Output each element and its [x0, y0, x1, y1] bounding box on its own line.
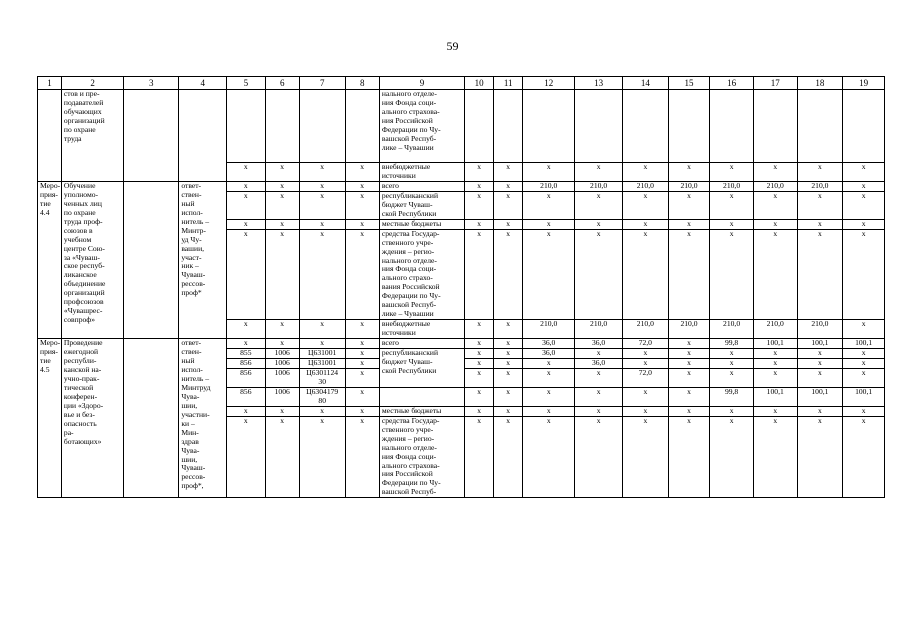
budget-code-cell: х [227, 219, 265, 229]
expense-type-code: х [345, 368, 379, 387]
value-cell: х [843, 229, 885, 320]
value-cell: х [797, 368, 843, 387]
value-cell: х [753, 191, 797, 219]
value-cell: 100,1 [753, 339, 797, 349]
column-number: 2 [61, 77, 123, 90]
section-code: 1006 [265, 349, 299, 359]
value-cell: х [494, 349, 523, 359]
budget-code-cell: х [265, 406, 299, 416]
budget-code-cell [265, 90, 299, 163]
value-cell: х [465, 320, 494, 339]
value-cell [494, 90, 523, 163]
value-cell: х [622, 229, 668, 320]
column-number: 7 [299, 77, 345, 90]
value-cell: х [465, 406, 494, 416]
value-cell: х [494, 368, 523, 387]
value-cell: 100,1 [797, 339, 843, 349]
value-cell: х [465, 368, 494, 387]
value-cell: х [465, 349, 494, 359]
admin-code: 855 [227, 349, 265, 359]
budget-code-cell: х [299, 406, 345, 416]
value-cell: х [622, 387, 668, 406]
value-cell: х [710, 368, 754, 387]
value-cell: х [797, 359, 843, 369]
event-name: Проведение ежегодной республи- канской на- учно-прак- тической конферен- ции «Здоро- вье и без- опасность ра- ботающих» [61, 339, 123, 498]
value-cell: х [523, 406, 575, 416]
value-cell: х [843, 349, 885, 359]
funding-source: местные бюджеты [379, 406, 464, 416]
funding-source: республиканский бюджет Чуваш- ской Республики [379, 349, 464, 388]
column-number: 16 [710, 77, 754, 90]
value-cell: х [753, 219, 797, 229]
budget-code-cell: х [227, 320, 265, 339]
value-cell: х [843, 368, 885, 387]
budget-code-cell: х [265, 416, 299, 498]
value-cell: 100,1 [797, 387, 843, 406]
value-cell: 210,0 [797, 320, 843, 339]
budget-code-cell: х [265, 163, 299, 182]
funding-source: средства Государ- ственного учре- ждения – регио- нального отделе- ния Фонда соци- ального страхо- вания Российской Федерации по Чу- вашской Респуб- лике – Чувашии [379, 229, 464, 320]
value-cell: х [575, 349, 623, 359]
expense-type-code: х [345, 349, 379, 359]
value-cell: х [622, 406, 668, 416]
value-cell: х [668, 191, 710, 219]
budget-code-cell: х [265, 339, 299, 349]
value-cell: х [710, 191, 754, 219]
value-cell: х [668, 406, 710, 416]
value-cell: 210,0 [668, 181, 710, 191]
budget-code-cell: х [299, 320, 345, 339]
value-cell: х [494, 181, 523, 191]
event-code: Меро- прия- тие 4.4 [38, 181, 62, 338]
value-cell: 36,0 [575, 339, 623, 349]
value-cell: х [710, 416, 754, 498]
value-cell: х [668, 368, 710, 387]
value-cell: х [523, 359, 575, 369]
expense-type-code: х [345, 359, 379, 369]
value-cell: х [465, 359, 494, 369]
value-cell: х [465, 416, 494, 498]
event-code: Меро- прия- тие 4.5 [38, 339, 62, 498]
budget-code-cell: х [345, 406, 379, 416]
event-code [38, 90, 62, 182]
value-cell: х [622, 163, 668, 182]
value-cell: х [668, 349, 710, 359]
table-row [38, 90, 885, 163]
expense-type-code: х [345, 387, 379, 406]
funding-source: местные бюджеты [379, 219, 464, 229]
budget-code-cell: х [227, 406, 265, 416]
table-row [38, 181, 885, 191]
value-cell: х [494, 359, 523, 369]
value-cell: 100,1 [843, 387, 885, 406]
value-cell: х [753, 229, 797, 320]
admin-code: 856 [227, 359, 265, 369]
value-cell: х [622, 416, 668, 498]
value-cell: 72,0 [622, 368, 668, 387]
value-cell: 100,1 [753, 387, 797, 406]
budget-code-cell: х [299, 416, 345, 498]
funding-source: нального отделе- ния Фонда соци- ального страхова- ния Российской Федерации по Чу- вашской Респуб- лике – Чувашии [379, 90, 464, 163]
column-number: 19 [843, 77, 885, 90]
budget-code-cell: х [265, 191, 299, 219]
value-cell: х [753, 368, 797, 387]
value-cell: х [523, 416, 575, 498]
budget-code-cell: х [227, 416, 265, 498]
column-number: 12 [523, 77, 575, 90]
column-number: 3 [124, 77, 179, 90]
value-cell: х [843, 219, 885, 229]
budget-code-cell: х [265, 229, 299, 320]
column-number: 17 [753, 77, 797, 90]
admin-code: 856 [227, 387, 265, 406]
value-cell: х [843, 359, 885, 369]
column-number: 15 [668, 77, 710, 90]
budget-code-cell: х [345, 163, 379, 182]
goal-cell [124, 90, 179, 182]
budget-code-cell: х [345, 181, 379, 191]
value-cell: 210,0 [797, 181, 843, 191]
value-cell: 36,0 [523, 349, 575, 359]
column-number: 18 [797, 77, 843, 90]
value-cell: х [575, 406, 623, 416]
value-cell [668, 90, 710, 163]
column-number: 4 [179, 77, 227, 90]
funding-source: всего [379, 181, 464, 191]
budget-code-cell: х [265, 320, 299, 339]
funding-source: внебюджетные источники [379, 320, 464, 339]
goal-cell [124, 339, 179, 498]
value-cell: х [753, 359, 797, 369]
value-cell: х [797, 229, 843, 320]
value-cell: х [753, 416, 797, 498]
funding-source: республиканский бюджет Чуваш- ской Республики [379, 191, 464, 219]
budget-code-cell: х [227, 181, 265, 191]
value-cell: х [668, 163, 710, 182]
column-number: 13 [575, 77, 623, 90]
value-cell [575, 90, 623, 163]
value-cell: 36,0 [575, 359, 623, 369]
value-cell [753, 90, 797, 163]
value-cell: х [797, 406, 843, 416]
value-cell: х [494, 406, 523, 416]
value-cell: х [523, 387, 575, 406]
value-cell: х [710, 349, 754, 359]
value-cell: 99,8 [710, 387, 754, 406]
value-cell: х [575, 368, 623, 387]
target-item-code: Ц6301124 30 [299, 368, 345, 387]
value-cell: х [668, 416, 710, 498]
value-cell: 99,8 [710, 339, 754, 349]
admin-code: 856 [227, 368, 265, 387]
column-number: 11 [494, 77, 523, 90]
budget-code-cell [299, 90, 345, 163]
table-row [38, 339, 885, 349]
value-cell: х [710, 163, 754, 182]
budget-code-cell: х [227, 339, 265, 349]
value-cell: х [668, 229, 710, 320]
budget-code-cell: х [345, 219, 379, 229]
value-cell: 210,0 [710, 181, 754, 191]
budget-code-cell: х [227, 229, 265, 320]
value-cell: х [753, 349, 797, 359]
target-item-code: Ц631001 [299, 359, 345, 369]
budget-code-cell: х [299, 229, 345, 320]
executor-cell: ответ- ствен- ный испол- нитель – Минтр- уд Чу- вашии, участ- ник – Чуваш- рессов- проф* [179, 181, 227, 338]
value-cell: х [843, 191, 885, 219]
budget-code-cell: х [265, 181, 299, 191]
program-table [37, 76, 885, 498]
executor-cell [179, 90, 227, 182]
value-cell: х [523, 368, 575, 387]
value-cell: х [523, 219, 575, 229]
value-cell: х [465, 229, 494, 320]
value-cell: х [668, 359, 710, 369]
funding-source [379, 387, 464, 406]
value-cell: х [710, 359, 754, 369]
value-cell: 210,0 [622, 181, 668, 191]
value-cell: 210,0 [523, 181, 575, 191]
value-cell: х [843, 181, 885, 191]
budget-code-cell: х [299, 163, 345, 182]
value-cell: х [575, 219, 623, 229]
value-cell: х [668, 339, 710, 349]
value-cell: х [797, 163, 843, 182]
value-cell: х [494, 163, 523, 182]
value-cell: х [523, 163, 575, 182]
value-cell: 210,0 [575, 181, 623, 191]
value-cell: х [668, 219, 710, 229]
value-cell: х [843, 163, 885, 182]
page-number: 59 [446, 39, 459, 53]
budget-code-cell: х [299, 219, 345, 229]
column-number: 10 [465, 77, 494, 90]
value-cell: х [753, 163, 797, 182]
value-cell: 210,0 [753, 181, 797, 191]
target-item-code: Ц631001 [299, 349, 345, 359]
budget-code-cell: х [299, 191, 345, 219]
value-cell: х [465, 339, 494, 349]
column-number: 6 [265, 77, 299, 90]
value-cell: х [797, 416, 843, 498]
value-cell: х [575, 229, 623, 320]
value-cell [523, 90, 575, 163]
budget-code-cell [345, 90, 379, 163]
value-cell: 210,0 [753, 320, 797, 339]
column-number: 9 [379, 77, 464, 90]
value-cell: х [622, 359, 668, 369]
value-cell: 210,0 [523, 320, 575, 339]
value-cell: х [465, 387, 494, 406]
event-name: Обучение уполномо- ченных лиц по охране труда проф- союзов в учебном центре Сою- за «Чуваш- ское респуб- ликанское объединение организаций профсоюзов «Чувашрес- совпроф» [61, 181, 123, 338]
value-cell: 210,0 [575, 320, 623, 339]
value-cell [465, 90, 494, 163]
value-cell: х [710, 219, 754, 229]
value-cell: 100,1 [843, 339, 885, 349]
budget-code-cell: х [265, 219, 299, 229]
section-code: 1006 [265, 359, 299, 369]
value-cell: х [843, 416, 885, 498]
value-cell: х [575, 387, 623, 406]
value-cell: х [494, 320, 523, 339]
value-cell: х [797, 349, 843, 359]
column-number: 5 [227, 77, 265, 90]
budget-code-cell: х [345, 416, 379, 498]
budget-code-cell: х [345, 339, 379, 349]
value-cell: х [622, 349, 668, 359]
value-cell: х [575, 163, 623, 182]
value-cell [710, 90, 754, 163]
value-cell: х [843, 406, 885, 416]
budget-code-cell [227, 90, 265, 163]
value-cell: х [797, 219, 843, 229]
value-cell: х [622, 219, 668, 229]
value-cell [843, 90, 885, 163]
column-number: 14 [622, 77, 668, 90]
value-cell: х [465, 219, 494, 229]
header-row [38, 77, 885, 90]
value-cell: 210,0 [710, 320, 754, 339]
value-cell: х [668, 387, 710, 406]
value-cell: х [465, 181, 494, 191]
column-number: 1 [38, 77, 62, 90]
funding-source: всего [379, 339, 464, 349]
value-cell: х [575, 416, 623, 498]
value-cell: х [494, 416, 523, 498]
budget-code-cell: х [345, 320, 379, 339]
funding-source: внебюджетные источники [379, 163, 464, 182]
value-cell: х [523, 229, 575, 320]
value-cell: х [523, 191, 575, 219]
value-cell: х [753, 406, 797, 416]
section-code: 1006 [265, 387, 299, 406]
event-name: стов и пре- подавателей обучающих организаций по охране труда [61, 90, 123, 182]
value-cell: х [494, 229, 523, 320]
value-cell: 72,0 [622, 339, 668, 349]
budget-code-cell: х [345, 191, 379, 219]
value-cell: х [494, 191, 523, 219]
value-cell: х [710, 229, 754, 320]
executor-cell: ответ- ствен- ный испол- нитель – Минтруд Чува- шии, участни- ки – Мин- здрав Чува- шии, Чуваш- рессов- проф*, [179, 339, 227, 498]
column-number: 8 [345, 77, 379, 90]
budget-code-cell: х [299, 181, 345, 191]
value-cell: х [494, 219, 523, 229]
budget-code-cell: х [227, 191, 265, 219]
value-cell: х [622, 191, 668, 219]
funding-source: средства Государ- ственного учре- ждения – регио- нального отделе- ния Фонда соци- ального страхова- ния Российской Федерации по Чу- вашской Респуб- [379, 416, 464, 498]
value-cell: 36,0 [523, 339, 575, 349]
budget-code-cell: х [227, 163, 265, 182]
value-cell [622, 90, 668, 163]
budget-code-cell: х [345, 229, 379, 320]
value-cell: х [575, 191, 623, 219]
value-cell: х [797, 191, 843, 219]
value-cell [797, 90, 843, 163]
value-cell: 210,0 [668, 320, 710, 339]
value-cell: х [465, 163, 494, 182]
value-cell: х [494, 387, 523, 406]
value-cell: х [494, 339, 523, 349]
value-cell: х [710, 406, 754, 416]
target-item-code: Ц6304179 80 [299, 387, 345, 406]
value-cell: 210,0 [622, 320, 668, 339]
section-code: 1006 [265, 368, 299, 387]
budget-code-cell: х [299, 339, 345, 349]
goal-cell [124, 181, 179, 338]
value-cell: х [843, 320, 885, 339]
value-cell: х [465, 191, 494, 219]
